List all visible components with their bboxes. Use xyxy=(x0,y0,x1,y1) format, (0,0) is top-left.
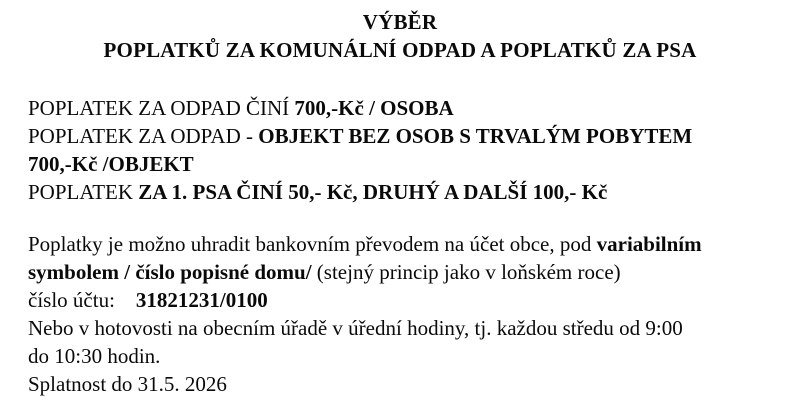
payment-bank-line1 xyxy=(28,230,772,258)
fee-dog-label: POPLATEK xyxy=(28,180,139,204)
account-number-label: číslo účtu: xyxy=(28,288,136,312)
fee-waste-per-person-label: POPLATEK ZA ODPAD ČINÍ xyxy=(28,96,295,120)
fees-section xyxy=(28,94,772,206)
fee-dog xyxy=(28,178,772,206)
fee-waste-per-building-value-part2: 700,-Kč /OBJEKT xyxy=(28,152,194,176)
fee-waste-per-person-value: 700,-Kč / OSOBA xyxy=(294,96,454,120)
fee-waste-per-building-value-part1: OBJEKT BEZ OSOB S TRVALÝM POBYTEM xyxy=(258,124,693,148)
fee-waste-per-building-line1 xyxy=(28,122,772,150)
fee-dog-value: ZA 1. PSA ČINÍ 50,- Kč, DRUHÝ A DALŠÍ 100,- Kč xyxy=(138,180,608,204)
payment-bank-line2 xyxy=(28,258,772,286)
payment-variable-symbol-part2: symbolem / číslo popisné domu/ xyxy=(28,260,312,284)
payment-variable-symbol-part1: variabilním xyxy=(596,232,702,256)
account-number-value: 31821231/0100 xyxy=(135,288,268,312)
payment-account-row xyxy=(28,286,772,314)
payment-section xyxy=(28,230,772,398)
fee-waste-per-building-line2 xyxy=(28,150,772,178)
payment-cash-line2: do 10:30 hodin. xyxy=(28,344,161,368)
title-line-2: POPLATKŮ ZA KOMUNÁLNÍ ODPAD A POPLATKŮ ZA PSA xyxy=(103,38,697,62)
title-line-1: VÝBĚR xyxy=(362,10,438,34)
payment-bank-text: Poplatky je možno uhradit bankovním převodem na účet obce, pod xyxy=(28,232,597,256)
fee-waste-per-person xyxy=(28,94,772,122)
payment-bank-note: (stejný princip jako v loňském roce) xyxy=(311,260,621,284)
fee-waste-per-building-label: POPLATEK ZA ODPAD - xyxy=(28,124,259,148)
document-title xyxy=(28,8,772,64)
due-date: Splatnost do 31.5. 2026 xyxy=(28,372,227,396)
payment-cash-line1: Nebo v hotovosti na obecním úřadě v úřední hodiny, tj. každou středu od 9:00 xyxy=(28,316,683,340)
